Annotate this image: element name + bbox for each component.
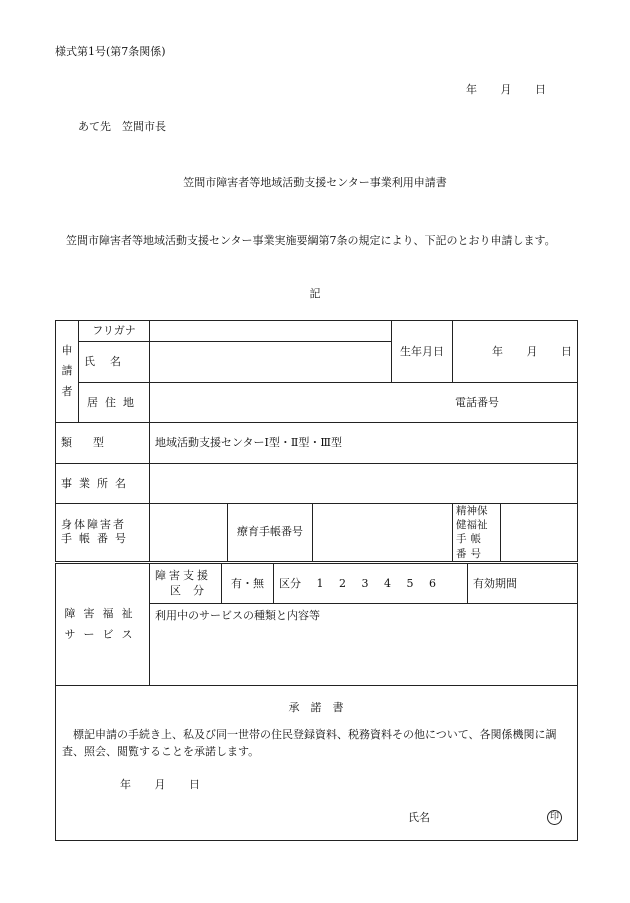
consent-section [56, 686, 578, 841]
consent-year: 年 [120, 778, 131, 791]
furigana-label: フリガナ [79, 321, 150, 342]
document-title: 笠間市障害者等地域活動支援センター事業利用申請書 [183, 176, 447, 189]
level-3[interactable]: 3 [361, 576, 369, 590]
service-table [55, 563, 578, 841]
type-value[interactable]: 地域活動支援センターⅠ型・Ⅱ型・Ⅲ型 [150, 423, 578, 464]
services-in-use-field[interactable]: 利用中のサービスの種類と内容等 [150, 604, 578, 686]
mental-notebook-field[interactable] [501, 504, 578, 562]
level-5[interactable]: 5 [406, 576, 414, 590]
record-label: 記 [309, 287, 321, 300]
date-year: 年 [466, 83, 477, 96]
birthdate-field[interactable] [453, 321, 578, 383]
address-field[interactable] [150, 383, 578, 423]
type-label: 類 型 [56, 423, 150, 464]
physical-notebook-field[interactable] [150, 504, 228, 562]
level-4[interactable]: 4 [384, 576, 391, 590]
ryoiku-notebook-label: 療育手帳番号 [228, 504, 313, 562]
consent-title: 承 諾 書 [288, 701, 344, 714]
physical-notebook-label: 身体障害者 手帳番号 [56, 504, 150, 562]
validity-period[interactable]: 有効期間 [468, 564, 578, 604]
ryoiku-notebook-field[interactable] [313, 504, 453, 562]
level-2[interactable]: 2 [339, 576, 346, 590]
level-1[interactable]: 1 [316, 576, 324, 590]
addressee: あて先 笠間市長 [78, 120, 166, 133]
birth-day: 日 [561, 344, 573, 358]
furigana-field[interactable] [150, 321, 392, 342]
office-label: 事業所名 [56, 464, 150, 504]
service-section-label: 障害福祉 サービス [56, 564, 150, 686]
support-yes-no[interactable]: 有・無 [222, 564, 274, 604]
level-6[interactable]: 6 [429, 576, 436, 590]
seal-icon: 印 [547, 810, 562, 825]
phone-label: 電話番号 [455, 395, 500, 409]
date-day: 日 [535, 83, 546, 96]
office-field[interactable] [150, 464, 578, 504]
form-number: 様式第1号(第7条関係) [55, 45, 166, 58]
date-month: 月 [500, 83, 512, 96]
consent-name-label: 氏名 [408, 811, 430, 824]
date-line [466, 84, 546, 95]
support-category-label: 障害支援 区分 [150, 564, 222, 604]
applicant-section-label: 申 請 者 [56, 321, 79, 423]
birth-year: 年 [492, 344, 504, 358]
applicant-table [55, 320, 578, 562]
consent-date[interactable] [120, 779, 200, 790]
body-text: 笠間市障害者等地域活動支援センター事業実施要綱第7条の規定により、下記のとおり申請します。 [66, 234, 556, 247]
birth-month: 月 [526, 344, 538, 358]
address-label: 居住地 [79, 383, 150, 423]
consent-text: 標記申請の手続き上、私及び同一世帯の住民登録資料、税務資料その他について、各関係機関に調査、照会、閲覧することを承諾します。 [62, 728, 557, 758]
mental-notebook-label: 精神保健福祉 手帳番号 [453, 504, 501, 562]
support-levels[interactable] [274, 564, 468, 604]
category-label: 区分 [279, 576, 301, 590]
birthdate-label: 生年月日 [392, 321, 453, 383]
name-field[interactable] [150, 342, 392, 383]
consent-day: 日 [189, 778, 200, 791]
name-label: 氏 名 [79, 342, 150, 383]
consent-month: 月 [154, 778, 166, 791]
